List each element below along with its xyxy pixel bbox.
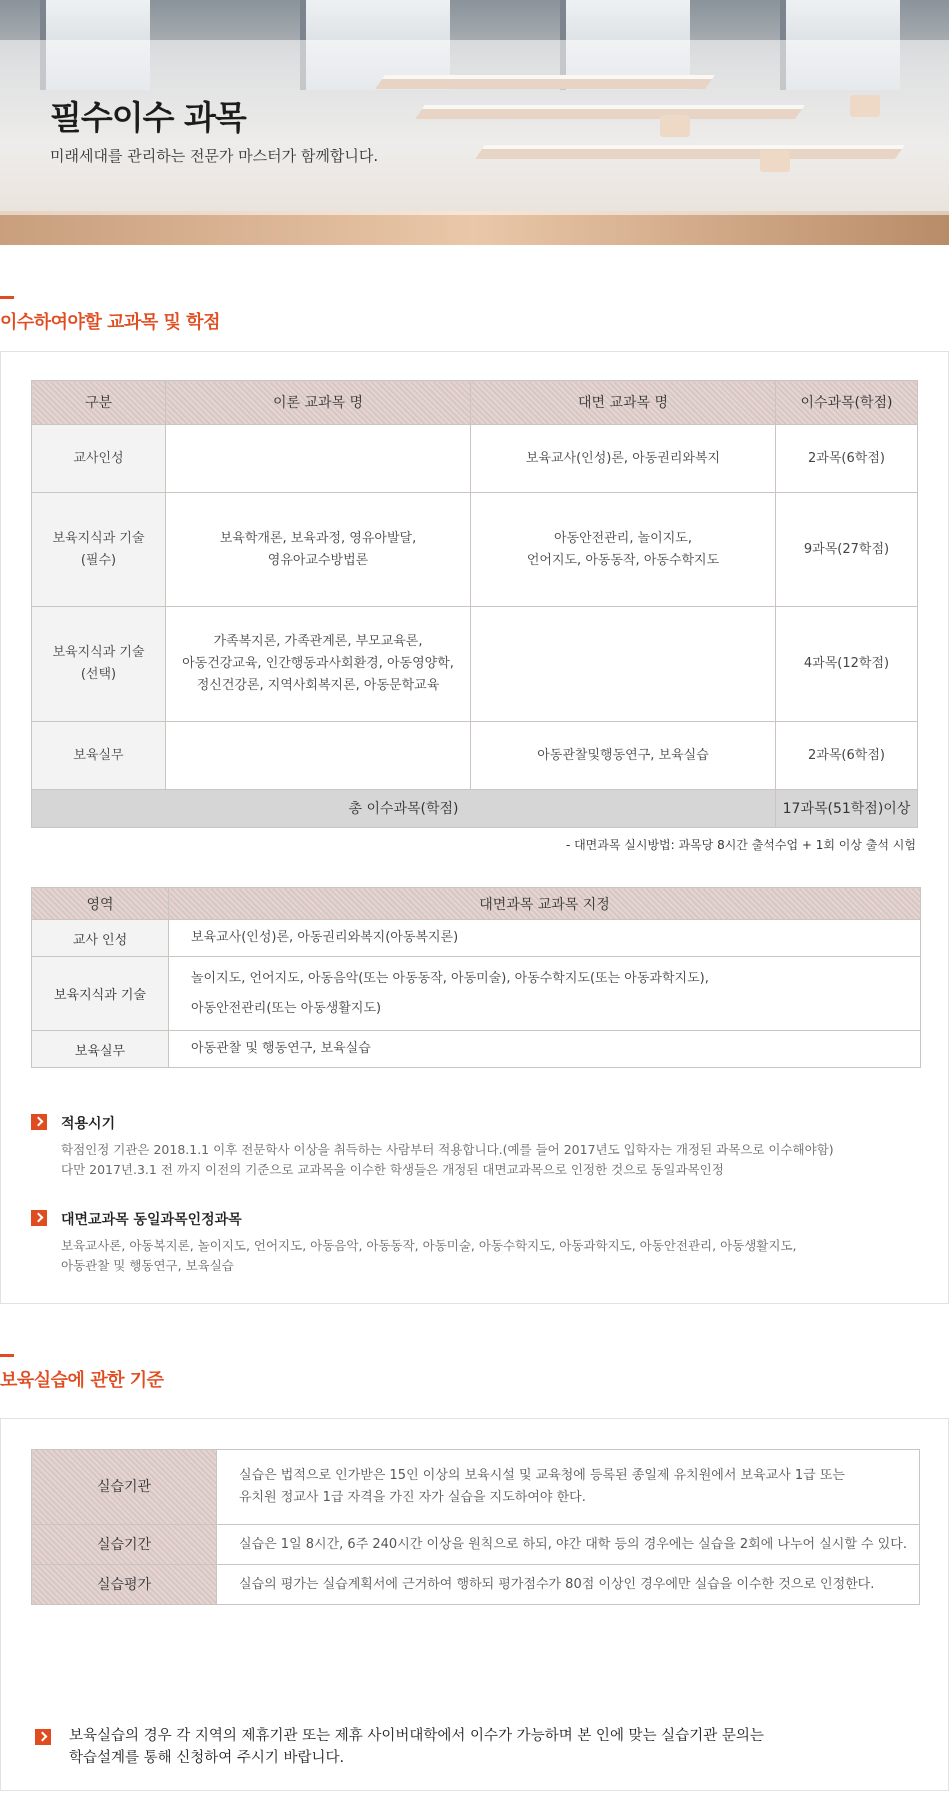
- theory-line: 아동건강교육, 인간행동과사회환경, 아동영양학,: [182, 656, 454, 671]
- row-label: [32, 493, 166, 607]
- row-value: [169, 957, 921, 1031]
- theory-cell: [166, 722, 471, 790]
- table-row: [32, 493, 918, 607]
- table-header: 대면 교과목 명: [471, 381, 776, 425]
- credits-cell: 2과목(6학점): [776, 425, 918, 493]
- theory-cell: [166, 607, 471, 722]
- table-header: 대면과목 교과목 지정: [169, 888, 921, 920]
- face-cell: 아동관찰및행동연구, 보육실습: [471, 722, 776, 790]
- row-value: 보육교사(인성)론, 아동권리와복지(아동복지론): [169, 920, 921, 957]
- theory-cell: [166, 493, 471, 607]
- table-header-row: [32, 381, 918, 425]
- face-line: 언어지도, 아동동작, 아동수학지도: [526, 552, 720, 568]
- table-header: 영역: [32, 888, 169, 920]
- courses-table: [31, 380, 918, 828]
- face-course-table: [31, 887, 921, 1068]
- equiv-line: 보육교사론, 아동복지론, 놀이지도, 언어지도, 아동음악, 아동동작, 아동미술, 아동수학지도, 아동과학지도, 아동안전관리, 아동생활지도,: [61, 1238, 797, 1253]
- row-label: 실습기관: [32, 1450, 217, 1525]
- row-value-line: 아동안전관리(또는 아동생활지도): [191, 1000, 382, 1016]
- row-value-line: 유치원 정교사 1급 자격을 가진 자가 실습을 지도하여야 한다.: [239, 1490, 586, 1505]
- table-header: 이론 교과목 명: [166, 381, 471, 425]
- face-course-note: - 대면과목 실시방법: 과목당 8시간 출석수업 + 1회 이상 출석 시험: [565, 838, 916, 852]
- row-label: 실습기간: [32, 1525, 217, 1565]
- table-total-row: [32, 790, 918, 828]
- apply-line: 학점인정 기관은 2018.1.1 이후 전문학사 이상을 취득하는 사람부터 적용합니다.(예를 들어 2017년도 입학자는 개정된 과목으로 이수해야함): [61, 1142, 834, 1157]
- row-value: [217, 1450, 920, 1525]
- row-label: 보육지식과 기술: [32, 957, 169, 1031]
- row-value-line: 놀이지도, 언어지도, 아동음악(또는 아동동작, 아동미술), 아동수학지도(또는 아동과학지도),: [191, 970, 709, 986]
- row-label-line: (선택): [80, 667, 117, 682]
- row-label-line: (필수): [80, 552, 117, 568]
- chevron-right-icon: [31, 1210, 47, 1226]
- face-cell: 보육교사(인성)론, 아동권리와복지: [471, 425, 776, 493]
- courses-panel: [0, 351, 949, 1304]
- credits-cell: 2과목(6학점): [776, 722, 918, 790]
- table-row: [32, 1031, 921, 1068]
- table-row: [32, 607, 918, 722]
- page-title: 필수이수 과목: [50, 98, 246, 137]
- practice-table: [31, 1449, 920, 1605]
- row-value: 실습은 1일 8시간, 6주 240시간 이상을 원칙으로 하되, 야간 대학 등의 경우에는 실습을 2회에 나누어 실시할 수 있다.: [217, 1525, 920, 1565]
- floor: [0, 211, 949, 245]
- section-title-courses: 이수하여야할 교과목 및 학점: [0, 312, 220, 333]
- face-line: 아동안전관리, 놀이지도,: [554, 530, 692, 546]
- equiv-text: [61, 1236, 921, 1276]
- total-value: 17과목(51학점)이상: [776, 790, 918, 828]
- row-value: 아동관찰 및 행동연구, 보육실습: [169, 1031, 921, 1068]
- chevron-right-icon: [35, 1729, 51, 1745]
- table-row: [32, 957, 921, 1031]
- row-value: 실습의 평가는 실습계획서에 근거하여 행하되 평가점수가 80점 이상인 경우에만 실습을 이수한 것으로 인정한다.: [217, 1565, 920, 1605]
- row-label: 보육실무: [32, 1031, 169, 1068]
- equiv-line: 아동관찰 및 행동연구, 보육실습: [61, 1258, 234, 1273]
- theory-line: 보육학개론, 보육과정, 영유아발달,: [219, 530, 417, 546]
- section-marker: [0, 296, 14, 299]
- table-row: [32, 1525, 920, 1565]
- table-header: 구분: [32, 381, 166, 425]
- theory-line: 영유아교수방법론: [267, 552, 369, 568]
- theory-cell: [166, 425, 471, 493]
- table-row: [32, 920, 921, 957]
- apply-text: [61, 1140, 921, 1180]
- table-row: [32, 425, 918, 493]
- total-label: 총 이수과목(학점): [32, 790, 776, 828]
- credits-cell: 4과목(12학점): [776, 607, 918, 722]
- table-header-row: [32, 888, 921, 920]
- section-marker: [0, 1354, 14, 1357]
- equiv-title: 대면교과목 동일과목인정과목: [61, 1212, 242, 1228]
- practice-notice: [69, 1725, 764, 1769]
- row-value-line: 실습은 법적으로 인가받은 15인 이상의 보육시설 및 교육청에 등록된 종일제 유치원에서 보육교사 1급 또는: [239, 1468, 845, 1483]
- chevron-right-icon: [31, 1114, 47, 1130]
- apply-title: 적용시기: [61, 1116, 116, 1132]
- theory-line: 정신건강론, 지역사회복지론, 아동문학교육: [196, 678, 440, 693]
- row-label: 교사 인성: [32, 920, 169, 957]
- section-title-practice: 보육실습에 관한 기준: [0, 1370, 164, 1391]
- hero-banner: [0, 0, 949, 245]
- table-row: [32, 1565, 920, 1605]
- apply-line: 다만 2017년.3.1 전 까지 이전의 기준으로 교과목을 이수한 학생들은 개정된 대면교과목으로 인정한 것으로 동일과목인정: [61, 1162, 724, 1177]
- row-label: 보육실무: [32, 722, 166, 790]
- table-row: [32, 722, 918, 790]
- face-cell: [471, 607, 776, 722]
- row-label-line: 보육지식과 기술: [52, 530, 145, 546]
- row-label: 교사인성: [32, 425, 166, 493]
- page-subtitle: 미래세대를 관리하는 전문가 마스터가 함께합니다.: [50, 147, 379, 165]
- table-row: [32, 1450, 920, 1525]
- table-header: 이수과목(학점): [776, 381, 918, 425]
- row-label: [32, 607, 166, 722]
- row-label-line: 보육지식과 기술: [52, 645, 145, 660]
- practice-notice-line: 학습설계를 통해 신청하여 주시기 바랍니다.: [69, 1750, 345, 1766]
- practice-notice-line: 보육실습의 경우 각 지역의 제휴기관 또는 제휴 사이버대학에서 이수가 가능하며 본 인에 맞는 실습기관 문의는: [69, 1728, 764, 1744]
- practice-panel: [0, 1418, 949, 1791]
- credits-cell: 9과목(27학점): [776, 493, 918, 607]
- face-cell: [471, 493, 776, 607]
- row-label: 실습평가: [32, 1565, 217, 1605]
- theory-line: 가족복지론, 가족관계론, 부모교육론,: [213, 634, 423, 649]
